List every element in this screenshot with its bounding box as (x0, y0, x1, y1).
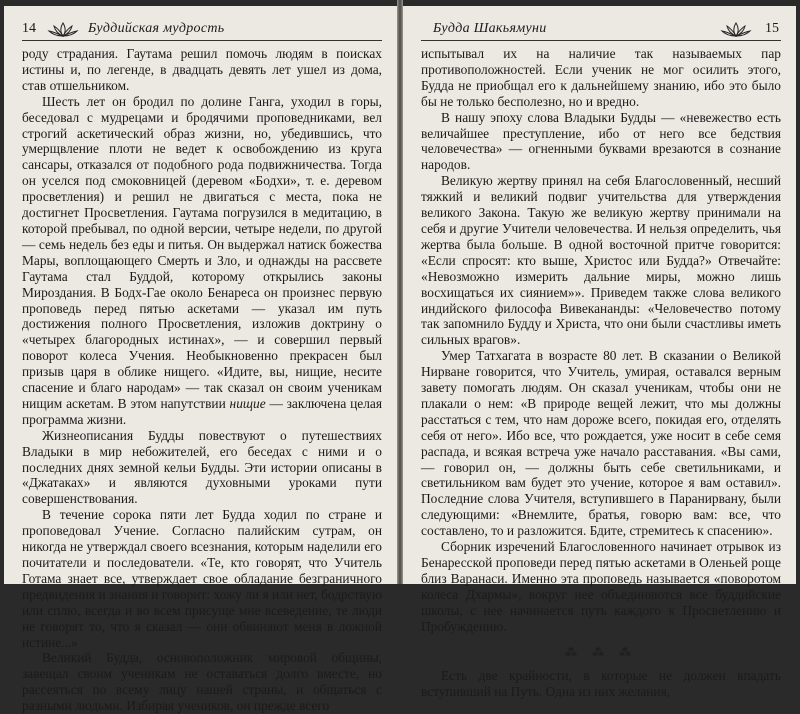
paragraph: Шесть лет он бродил по долине Ганга, уходил в горы, беседовал с мудрецами и бродячими проповедниками, вел строгий аскетический образ жизни, но, убедившись, что умерщвление плоти не ведет к освобождению из круга сансары, отказался от подобного рода подвижничества. Тогда он уселся под смоковницей (деревом «Бодхи», т. е. деревом просветления) и решил не двигаться с места, пока не достигнет Просветления. Гаутама погрузился в медитацию, в которой пребывал, по одной версии, четыре недели, по другой — семь недель без еды и питья. Он выдержал натиск божества Мары, воплощающего Смерть и Зло, и однажды на рассвете Гаутама стал Буддой, которому открылись законы Мироздания. В Бодх-Гае около Бенареса он произнес первую проповедь перед пятью аскетами — указал им путь достижения полного Просветления, изложив доктрину о «четырех благородных истинах», — и совершил первый поворот колеса Учения. Необыкновенно прекрасен был призыв царя в облике нищего. «Идите, вы, нищие, несите спасение и благо народам» — так сказал он своим ученикам нищим аскетам. В этом напутствии нищие — заключена целая программа жизни. (22, 93, 382, 427)
left-page-text (22, 46, 382, 714)
right-page-text (421, 46, 781, 700)
page-number: 14 (22, 21, 36, 36)
right-page (403, 6, 796, 700)
paragraph: Умер Татхагата в возрасте 80 лет. В сказании о Великой Нирване говорится, что Учитель, умирая, оставался верным завету помогать людям. Он сказал ученикам, чтобы они не плакали о нем: «В природе вещей лежит, что мы должны расстаться с тем, что нам дороже всего, покидая его, отделять себя от него». Ибо все, что рождается, уже носит в себе семя распада, и всякая встреча уже начало расставания. «Вы сами, — говорил он, — должны быть себе светильниками, и светильником вам будет это учение, которое я вам оставил». Последние слова Учителя, вступившего в Паранирвану, были следующими: «Внемлите, братья, говорю вам: все, что составлено, то и разложится. Бдите, стремитесь к спасению». (421, 348, 781, 539)
right-page-header (421, 16, 781, 41)
paragraph: Есть две крайности, в которые не должен впадать вступивший на Путь. Одна из них желания, (421, 668, 781, 700)
paragraph: Великий Будда, основоположник мировой общины, завещал своим ученикам не оставаться долго вместе, но рассеяться по всему лицу нашей страны, и общаться с разными людьми. Избирая учеников, он прежде всего (22, 650, 382, 714)
left-page-header (22, 16, 382, 41)
paragraph: В нашу эпоху слова Владыки Будды — «невежество есть величайшее преступление, ибо от него все бедствия человечества» — огненными буквами врезаются в сознание народов. (421, 109, 781, 173)
section-ornament: ⁂ ⁂ ⁂ (565, 644, 637, 659)
paragraph: Жизнеописания Будды повествуют о путешествиях Владыки в мир небожителей, его беседах с ними и о последних днях земной кельи Будды. Эти истории описаны в «Джатаках» и являются духовными уроками пути совершенствования. (22, 427, 382, 507)
paragraph: Сборник изречений Благословенного начинает отрывок из Бенаресской проповеди перед пятью аскетами в Оленьей роще близ Варанаси. Именно эта проповедь называется «поворотом колеса Дхармы», вокруг нее объединяются все буддийские школы, с нее начинается путь каждого к Просветлению и Пробуждению. (421, 539, 781, 634)
paragraph: испытывал их на наличие так называемых пар противоположностей. Если ученик не мог осилить этого, Будда не приобщал его к дальнейшему знанию, ибо это было бы не только бесполезно, но и вредно. (421, 46, 781, 109)
page-number: 15 (765, 21, 779, 36)
running-title: Буддийская мудрость (88, 21, 225, 36)
lotus-icon (48, 22, 78, 38)
emphasis-word: нищие (229, 395, 266, 411)
lotus-icon (721, 22, 751, 38)
paragraph: В течение сорока пяти лет Будда ходил по стране и проповедовал Учение. Согласно палийским сутрам, он никогда не утверждал своего всезнания, которым наделили его почитатели и последователи. «Те, кто говорят, что Учитель Готама знает все, утверждает свое обладание безграничного предвидения и знания и говорит: хожу ли я или нет, бодрствую или сплю, всегда и во всем присуще мне всеведение, те люди не говорят то, что я сказал — они обвиняют меня в ложной истине...» (22, 507, 382, 650)
left-page (4, 6, 397, 714)
paragraph: роду страдания. Гаутама решил помочь людям в поисках истины и, по легенде, в двадцать девять лет ушел из дома, став отшельником. (22, 46, 382, 93)
running-title: Будда Шакьямуни (433, 21, 547, 36)
paragraph: Великую жертву принял на себя Благословенный, несший тяжкий и великий подвиг учительства для утверждения великого Закона. Такую же великую жертву принимали на себя и другие Учители человечества. И нельзя определить, чья жертва была больше. В одной восточной притче говорится: «Если спросят: кто выше, Христос или Будда?» Отвечайте: «Невозможно измерить дальние миры, можно лишь восхищаться их сиянием»». Приведем также слова великого индийского философа Вивекананды: «Человечество потому так запомнило Будду и Христа, что они были счастливы иметь сильных врагов». (421, 173, 781, 348)
